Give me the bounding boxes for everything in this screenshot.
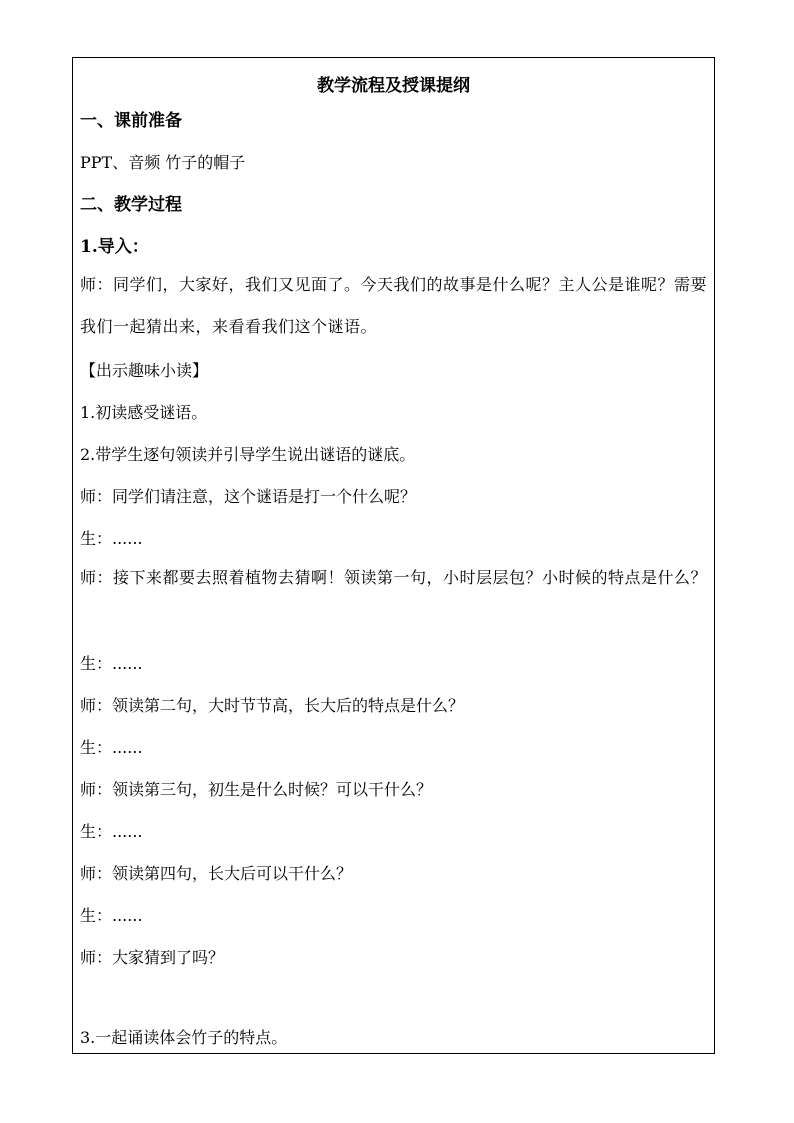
teacher-line-7: 师：大家猜到了吗？ [80,948,225,967]
student-line-2: 生：...... [80,654,143,673]
section-heading-preparation: 一、课前准备 [80,111,182,131]
teacher-line-6: 师：领读第四句，长大后可以干什么？ [80,864,353,883]
teacher-line-5: 师：领读第三句，初生是什么时候？可以干什么？ [80,780,433,799]
step-1: 1.初读感受谜语。 [80,403,208,422]
teacher-line-4: 师：领读第二句，大时节节高，长大后的特点是什么？ [80,696,465,715]
page-title: 教学流程及授课提纲 [317,76,470,96]
subheading-intro: 1.导入： [80,237,149,257]
step-3: 3.一起诵读体会竹子的特点。 [80,1028,288,1047]
section-heading-process: 二、教学过程 [80,195,182,215]
student-line-1: 生：...... [80,529,143,548]
step-2: 2.带学生逐句领读并引导学生说出谜语的谜底。 [80,445,416,464]
materials-line: PPT、音频 竹子的帽子 [80,153,246,172]
student-line-5: 生：...... [80,906,143,925]
student-line-4: 生：...... [80,822,143,841]
teacher-line-3: 师：接下来都要去照着植物去猜啊！领读第一句，小时层层包？小时候的特点是什么？ [80,568,708,587]
activity-label: 【出示趣味小读】 [80,361,209,380]
teacher-line-2: 师：同学们请注意，这个谜语是打一个什么呢？ [80,487,417,506]
teacher-line-1: 师：同学们，大家好，我们又见面了。今天我们的故事是什么呢？主人公是谁呢？需要我们一起猜出来，来看看我们这个谜语。 [80,275,708,336]
lesson-outline-frame [72,57,715,1054]
student-line-3: 生：...... [80,738,143,757]
